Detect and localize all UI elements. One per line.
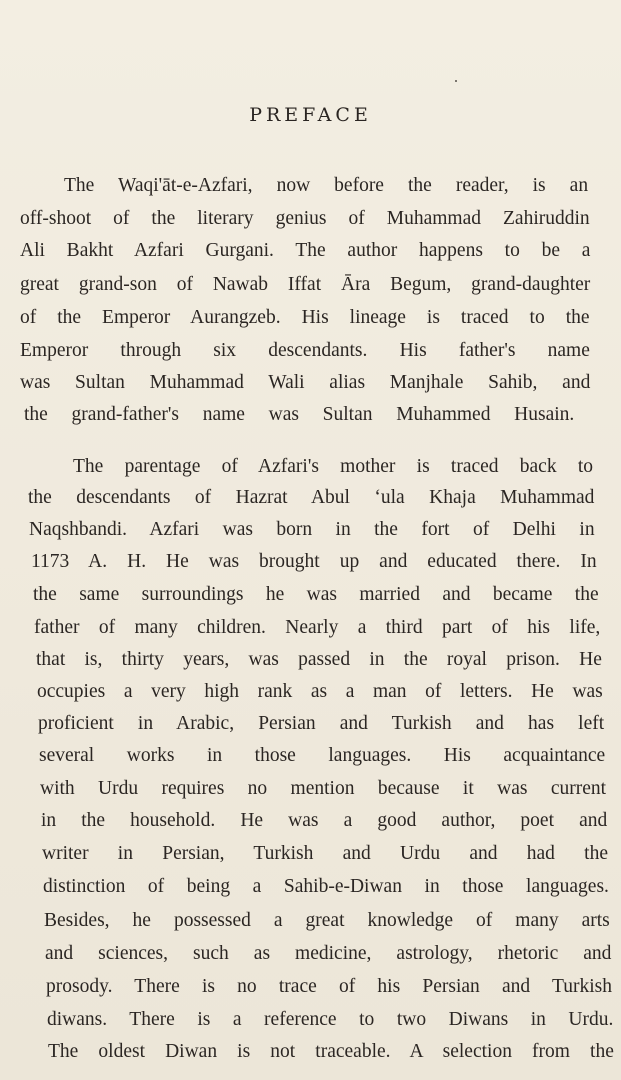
text-line: occupies a very high rank as a man of letters. He was bbox=[37, 681, 603, 702]
text-line: diwans. There is a reference to two Diwans in Urdu. bbox=[47, 1009, 614, 1030]
text-line: was Sultan Muhammad Wali alias Manjhale Sahib, and bbox=[20, 372, 591, 393]
text-line: off-shoot of the literary genius of Muhammad Zahiruddin bbox=[20, 208, 590, 229]
text-line: The Waqi'āt-e-Azfari, now before the reader, is an bbox=[64, 175, 589, 196]
text-line: the same surroundings he was married and became the bbox=[33, 584, 599, 605]
ink-speck bbox=[455, 80, 457, 82]
text-line: The parentage of Azfari's mother is traced back to bbox=[73, 456, 594, 477]
text-line: the descendants of Hazrat Abul ‘ula Khaja Muhammad bbox=[28, 487, 595, 508]
text-line: The oldest Diwan is not traceable. A selection from the bbox=[48, 1041, 614, 1062]
page-title: PREFACE bbox=[249, 104, 372, 126]
text-line: with Urdu requires no mention because it was current bbox=[40, 778, 607, 799]
text-line: great grand-son of Nawab Iffat Āra Begum, grand-daughter bbox=[20, 274, 591, 295]
text-line: Emperor through six descendants. His father's name bbox=[20, 340, 590, 361]
text-line: proficient in Arabic, Persian and Turkish and has left bbox=[38, 713, 605, 734]
text-line: Besides, he possessed a great knowledge of many arts bbox=[44, 910, 610, 931]
text-line: father of many children. Nearly a third part of his life, bbox=[34, 617, 601, 638]
text-line: Ali Bakht Azfari Gurgani. The author happens to be a bbox=[20, 240, 591, 261]
text-line: prosody. There is no trace of his Persian and Turkish bbox=[46, 976, 612, 997]
text-line: Naqshbandi. Azfari was born in the fort of Delhi in bbox=[29, 519, 595, 540]
text-line: 1173 A. H. He was brought up and educated there. In bbox=[31, 551, 597, 572]
text-line: several works in those languages. His acquaintance bbox=[39, 745, 606, 766]
text-line: distinction of being a Sahib-e-Diwan in those languages. bbox=[43, 876, 609, 897]
text-line: of the Emperor Aurangzeb. His lineage is traced to the bbox=[20, 307, 590, 328]
text-line: that is, thirty years, was passed in the royal prison. He bbox=[36, 649, 602, 670]
text-line: and sciences, such as medicine, astrology, rhetoric and bbox=[45, 943, 612, 964]
text-line: the grand-father's name was Sultan Muhammed Husain. bbox=[24, 404, 575, 425]
text-line: writer in Persian, Turkish and Urdu and had the bbox=[42, 843, 608, 864]
text-line: in the household. He was a good author, poet and bbox=[41, 810, 608, 831]
